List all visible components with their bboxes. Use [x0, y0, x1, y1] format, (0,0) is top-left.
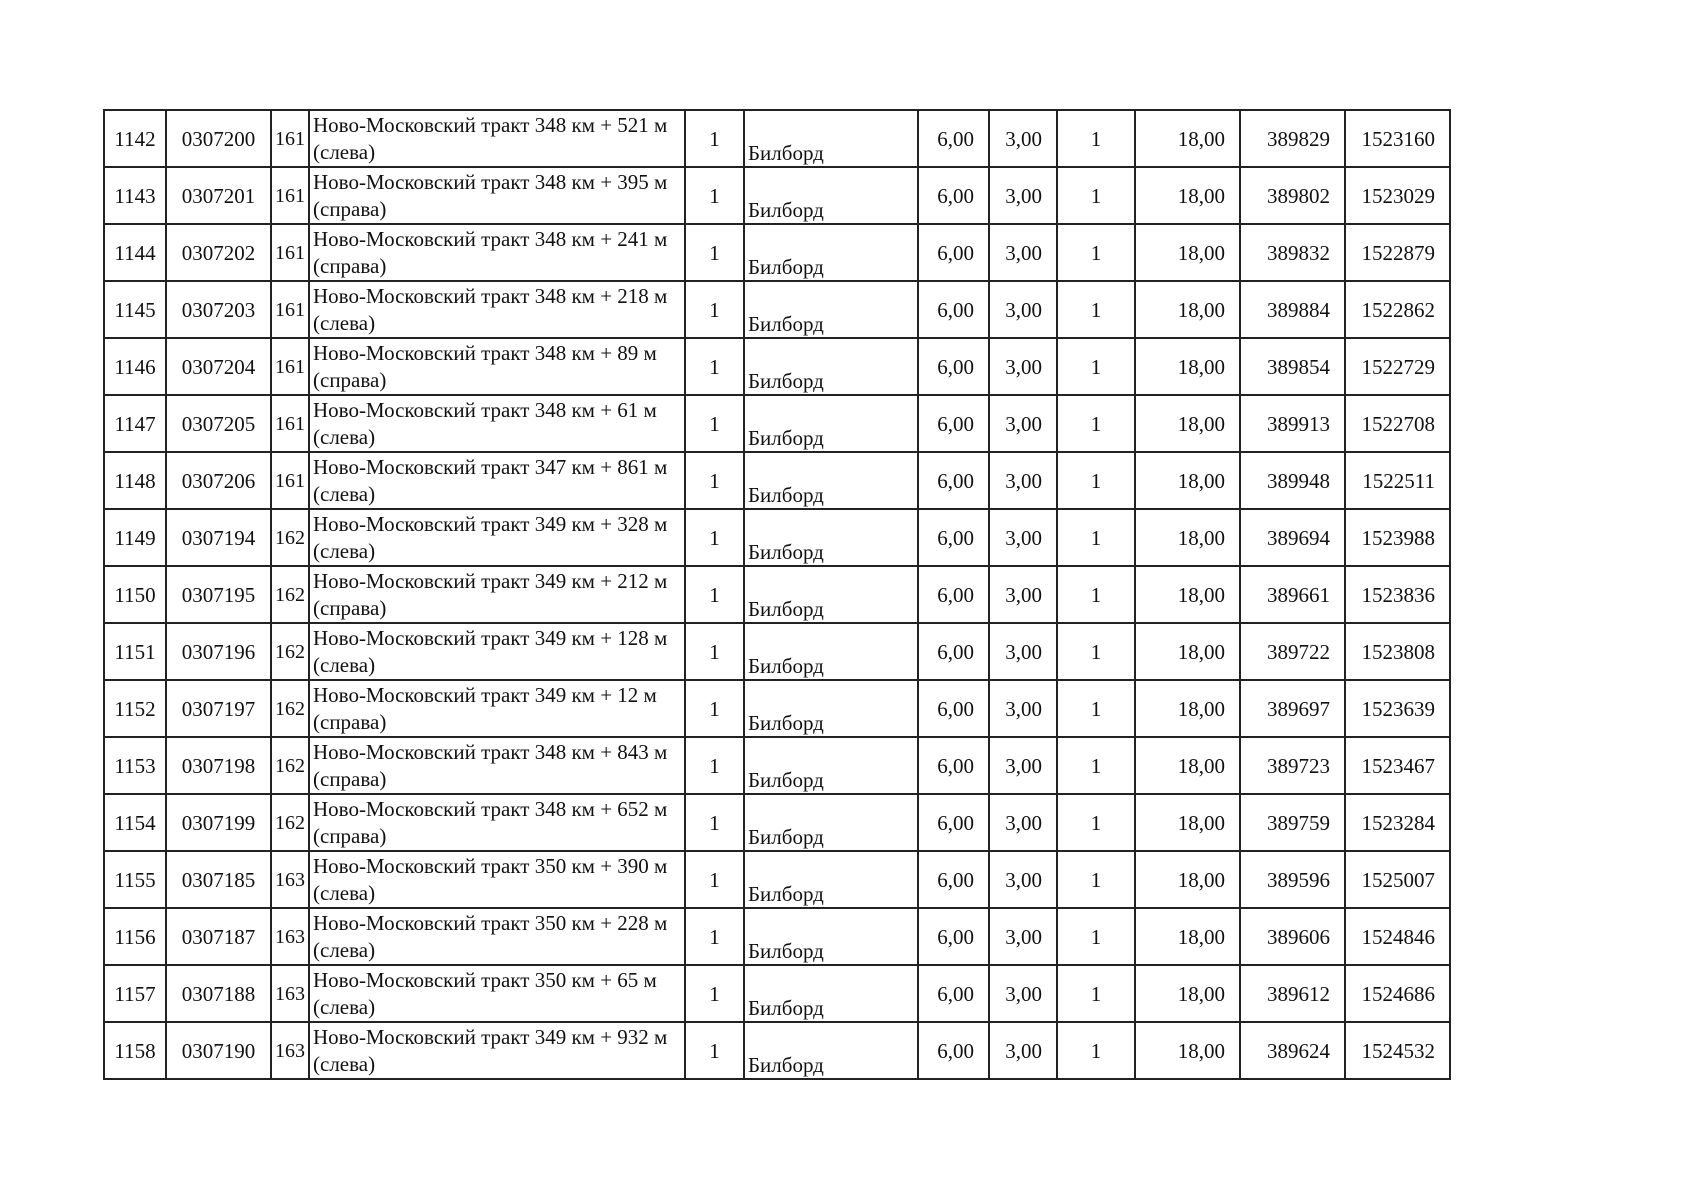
- coord-x-cell: 389802: [1240, 167, 1345, 224]
- code-cell: 0307203: [166, 281, 271, 338]
- sides-cell: 1: [1057, 110, 1135, 167]
- height-cell: 3,00: [989, 566, 1057, 623]
- height-cell: 3,00: [989, 680, 1057, 737]
- row-number-cell: 1145: [104, 281, 166, 338]
- width-cell: 6,00: [918, 110, 989, 167]
- width-cell: 6,00: [918, 794, 989, 851]
- row-number-cell: 1147: [104, 395, 166, 452]
- sides-cell: 1: [1057, 224, 1135, 281]
- type-cell: Билборд: [744, 965, 918, 1022]
- coord-x-cell: 389723: [1240, 737, 1345, 794]
- address-cell: Ново-Московский тракт 348 км + 652 м (справа): [309, 794, 685, 851]
- quantity-cell: 1: [685, 680, 744, 737]
- type-cell: Билборд: [744, 509, 918, 566]
- document-page: [103, 109, 1451, 1080]
- row-number-cell: 1155: [104, 851, 166, 908]
- table-row: [104, 224, 1450, 281]
- section-cell: 162: [271, 680, 309, 737]
- sides-cell: 1: [1057, 395, 1135, 452]
- quantity-cell: 1: [685, 395, 744, 452]
- width-cell: 6,00: [918, 965, 989, 1022]
- area-cell: 18,00: [1135, 395, 1240, 452]
- section-cell: 163: [271, 908, 309, 965]
- section-cell: 162: [271, 509, 309, 566]
- table-row: [104, 851, 1450, 908]
- type-cell: Билборд: [744, 338, 918, 395]
- area-cell: 18,00: [1135, 167, 1240, 224]
- coord-y-cell: 1523160: [1345, 110, 1450, 167]
- row-number-cell: 1144: [104, 224, 166, 281]
- address-cell: Ново-Московский тракт 348 км + 521 м (слева): [309, 110, 685, 167]
- address-cell: Ново-Московский тракт 348 км + 218 м (слева): [309, 281, 685, 338]
- table-row: [104, 1022, 1450, 1079]
- type-cell: Билборд: [744, 623, 918, 680]
- height-cell: 3,00: [989, 1022, 1057, 1079]
- sides-cell: 1: [1057, 452, 1135, 509]
- code-cell: 0307187: [166, 908, 271, 965]
- address-cell: Ново-Московский тракт 349 км + 932 м (слева): [309, 1022, 685, 1079]
- section-cell: 163: [271, 1022, 309, 1079]
- code-cell: 0307196: [166, 623, 271, 680]
- quantity-cell: 1: [685, 851, 744, 908]
- type-cell: Билборд: [744, 566, 918, 623]
- type-cell: Билборд: [744, 110, 918, 167]
- sides-cell: 1: [1057, 623, 1135, 680]
- table-row: [104, 167, 1450, 224]
- coord-x-cell: 389722: [1240, 623, 1345, 680]
- coord-x-cell: 389694: [1240, 509, 1345, 566]
- section-cell: 162: [271, 737, 309, 794]
- coord-y-cell: 1523467: [1345, 737, 1450, 794]
- height-cell: 3,00: [989, 794, 1057, 851]
- area-cell: 18,00: [1135, 794, 1240, 851]
- type-cell: Билборд: [744, 224, 918, 281]
- sides-cell: 1: [1057, 965, 1135, 1022]
- sides-cell: 1: [1057, 680, 1135, 737]
- coord-y-cell: 1522708: [1345, 395, 1450, 452]
- quantity-cell: 1: [685, 110, 744, 167]
- row-number-cell: 1150: [104, 566, 166, 623]
- width-cell: 6,00: [918, 680, 989, 737]
- height-cell: 3,00: [989, 509, 1057, 566]
- width-cell: 6,00: [918, 452, 989, 509]
- sides-cell: 1: [1057, 794, 1135, 851]
- height-cell: 3,00: [989, 908, 1057, 965]
- row-number-cell: 1146: [104, 338, 166, 395]
- address-cell: Ново-Московский тракт 349 км + 328 м (слева): [309, 509, 685, 566]
- sides-cell: 1: [1057, 509, 1135, 566]
- coord-y-cell: 1522879: [1345, 224, 1450, 281]
- code-cell: 0307206: [166, 452, 271, 509]
- width-cell: 6,00: [918, 509, 989, 566]
- type-cell: Билборд: [744, 452, 918, 509]
- coord-y-cell: 1524846: [1345, 908, 1450, 965]
- sides-cell: 1: [1057, 851, 1135, 908]
- section-cell: 161: [271, 338, 309, 395]
- coord-x-cell: 389829: [1240, 110, 1345, 167]
- coord-y-cell: 1524532: [1345, 1022, 1450, 1079]
- type-cell: Билборд: [744, 1022, 918, 1079]
- table-row: [104, 794, 1450, 851]
- height-cell: 3,00: [989, 851, 1057, 908]
- coord-x-cell: 389661: [1240, 566, 1345, 623]
- quantity-cell: 1: [685, 1022, 744, 1079]
- quantity-cell: 1: [685, 224, 744, 281]
- address-cell: Ново-Московский тракт 348 км + 843 м (справа): [309, 737, 685, 794]
- row-number-cell: 1142: [104, 110, 166, 167]
- address-cell: Ново-Московский тракт 350 км + 65 м (слева): [309, 965, 685, 1022]
- coord-x-cell: 389612: [1240, 965, 1345, 1022]
- area-cell: 18,00: [1135, 680, 1240, 737]
- type-cell: Билборд: [744, 281, 918, 338]
- coord-x-cell: 389884: [1240, 281, 1345, 338]
- width-cell: 6,00: [918, 395, 989, 452]
- row-number-cell: 1152: [104, 680, 166, 737]
- width-cell: 6,00: [918, 737, 989, 794]
- table-row: [104, 395, 1450, 452]
- section-cell: 161: [271, 167, 309, 224]
- sides-cell: 1: [1057, 737, 1135, 794]
- height-cell: 3,00: [989, 167, 1057, 224]
- code-cell: 0307199: [166, 794, 271, 851]
- coord-x-cell: 389697: [1240, 680, 1345, 737]
- section-cell: 163: [271, 851, 309, 908]
- table-row: [104, 680, 1450, 737]
- quantity-cell: 1: [685, 908, 744, 965]
- area-cell: 18,00: [1135, 110, 1240, 167]
- row-number-cell: 1149: [104, 509, 166, 566]
- row-number-cell: 1148: [104, 452, 166, 509]
- row-number-cell: 1153: [104, 737, 166, 794]
- height-cell: 3,00: [989, 224, 1057, 281]
- code-cell: 0307198: [166, 737, 271, 794]
- code-cell: 0307200: [166, 110, 271, 167]
- height-cell: 3,00: [989, 452, 1057, 509]
- width-cell: 6,00: [918, 908, 989, 965]
- area-cell: 18,00: [1135, 338, 1240, 395]
- sides-cell: 1: [1057, 167, 1135, 224]
- section-cell: 162: [271, 794, 309, 851]
- coord-y-cell: 1523029: [1345, 167, 1450, 224]
- address-cell: Ново-Московский тракт 348 км + 395 м (справа): [309, 167, 685, 224]
- table-row: [104, 566, 1450, 623]
- code-cell: 0307195: [166, 566, 271, 623]
- code-cell: 0307185: [166, 851, 271, 908]
- height-cell: 3,00: [989, 965, 1057, 1022]
- section-cell: 161: [271, 224, 309, 281]
- address-cell: Ново-Московский тракт 348 км + 61 м (слева): [309, 395, 685, 452]
- section-cell: 161: [271, 110, 309, 167]
- code-cell: 0307204: [166, 338, 271, 395]
- section-cell: 163: [271, 965, 309, 1022]
- area-cell: 18,00: [1135, 452, 1240, 509]
- address-cell: Ново-Московский тракт 349 км + 12 м (справа): [309, 680, 685, 737]
- type-cell: Билборд: [744, 680, 918, 737]
- height-cell: 3,00: [989, 110, 1057, 167]
- row-number-cell: 1156: [104, 908, 166, 965]
- width-cell: 6,00: [918, 623, 989, 680]
- table-row: [104, 110, 1450, 167]
- area-cell: 18,00: [1135, 1022, 1240, 1079]
- width-cell: 6,00: [918, 224, 989, 281]
- table-row: [104, 623, 1450, 680]
- table-row: [104, 452, 1450, 509]
- width-cell: 6,00: [918, 338, 989, 395]
- coord-y-cell: 1522862: [1345, 281, 1450, 338]
- coord-y-cell: 1522511: [1345, 452, 1450, 509]
- table-body: [104, 110, 1450, 1079]
- area-cell: 18,00: [1135, 851, 1240, 908]
- code-cell: 0307197: [166, 680, 271, 737]
- address-cell: Ново-Московский тракт 350 км + 228 м (слева): [309, 908, 685, 965]
- type-cell: Билборд: [744, 737, 918, 794]
- billboard-table: [103, 109, 1451, 1080]
- code-cell: 0307190: [166, 1022, 271, 1079]
- row-number-cell: 1157: [104, 965, 166, 1022]
- area-cell: 18,00: [1135, 566, 1240, 623]
- code-cell: 0307194: [166, 509, 271, 566]
- height-cell: 3,00: [989, 737, 1057, 794]
- code-cell: 0307202: [166, 224, 271, 281]
- coord-y-cell: 1522729: [1345, 338, 1450, 395]
- coord-y-cell: 1523836: [1345, 566, 1450, 623]
- area-cell: 18,00: [1135, 224, 1240, 281]
- quantity-cell: 1: [685, 452, 744, 509]
- coord-x-cell: 389759: [1240, 794, 1345, 851]
- quantity-cell: 1: [685, 965, 744, 1022]
- code-cell: 0307205: [166, 395, 271, 452]
- type-cell: Билборд: [744, 167, 918, 224]
- section-cell: 161: [271, 281, 309, 338]
- quantity-cell: 1: [685, 281, 744, 338]
- height-cell: 3,00: [989, 623, 1057, 680]
- quantity-cell: 1: [685, 338, 744, 395]
- coord-x-cell: 389913: [1240, 395, 1345, 452]
- code-cell: 0307201: [166, 167, 271, 224]
- width-cell: 6,00: [918, 281, 989, 338]
- type-cell: Билборд: [744, 395, 918, 452]
- quantity-cell: 1: [685, 167, 744, 224]
- coord-y-cell: 1523988: [1345, 509, 1450, 566]
- sides-cell: 1: [1057, 1022, 1135, 1079]
- section-cell: 161: [271, 452, 309, 509]
- area-cell: 18,00: [1135, 623, 1240, 680]
- sides-cell: 1: [1057, 338, 1135, 395]
- sides-cell: 1: [1057, 908, 1135, 965]
- type-cell: Билборд: [744, 908, 918, 965]
- area-cell: 18,00: [1135, 908, 1240, 965]
- address-cell: Ново-Московский тракт 349 км + 212 м (справа): [309, 566, 685, 623]
- width-cell: 6,00: [918, 566, 989, 623]
- area-cell: 18,00: [1135, 509, 1240, 566]
- coord-x-cell: 389832: [1240, 224, 1345, 281]
- coord-y-cell: 1523639: [1345, 680, 1450, 737]
- sides-cell: 1: [1057, 566, 1135, 623]
- coord-x-cell: 389596: [1240, 851, 1345, 908]
- row-number-cell: 1143: [104, 167, 166, 224]
- sides-cell: 1: [1057, 281, 1135, 338]
- address-cell: Ново-Московский тракт 349 км + 128 м (слева): [309, 623, 685, 680]
- quantity-cell: 1: [685, 509, 744, 566]
- row-number-cell: 1151: [104, 623, 166, 680]
- width-cell: 6,00: [918, 851, 989, 908]
- quantity-cell: 1: [685, 566, 744, 623]
- coord-y-cell: 1524686: [1345, 965, 1450, 1022]
- type-cell: Билборд: [744, 851, 918, 908]
- table-row: [104, 509, 1450, 566]
- height-cell: 3,00: [989, 338, 1057, 395]
- row-number-cell: 1154: [104, 794, 166, 851]
- type-cell: Билборд: [744, 794, 918, 851]
- table-row: [104, 965, 1450, 1022]
- address-cell: Ново-Московский тракт 350 км + 390 м (слева): [309, 851, 685, 908]
- address-cell: Ново-Московский тракт 348 км + 241 м (справа): [309, 224, 685, 281]
- area-cell: 18,00: [1135, 965, 1240, 1022]
- coord-x-cell: 389606: [1240, 908, 1345, 965]
- width-cell: 6,00: [918, 167, 989, 224]
- table-row: [104, 281, 1450, 338]
- area-cell: 18,00: [1135, 737, 1240, 794]
- height-cell: 3,00: [989, 395, 1057, 452]
- coord-y-cell: 1523808: [1345, 623, 1450, 680]
- height-cell: 3,00: [989, 281, 1057, 338]
- coord-x-cell: 389624: [1240, 1022, 1345, 1079]
- coord-y-cell: 1525007: [1345, 851, 1450, 908]
- address-cell: Ново-Московский тракт 348 км + 89 м (справа): [309, 338, 685, 395]
- coord-x-cell: 389854: [1240, 338, 1345, 395]
- address-cell: Ново-Московский тракт 347 км + 861 м (слева): [309, 452, 685, 509]
- table-row: [104, 908, 1450, 965]
- code-cell: 0307188: [166, 965, 271, 1022]
- area-cell: 18,00: [1135, 281, 1240, 338]
- section-cell: 162: [271, 623, 309, 680]
- quantity-cell: 1: [685, 623, 744, 680]
- row-number-cell: 1158: [104, 1022, 166, 1079]
- width-cell: 6,00: [918, 1022, 989, 1079]
- quantity-cell: 1: [685, 794, 744, 851]
- quantity-cell: 1: [685, 737, 744, 794]
- table-row: [104, 737, 1450, 794]
- coord-x-cell: 389948: [1240, 452, 1345, 509]
- table-row: [104, 338, 1450, 395]
- section-cell: 161: [271, 395, 309, 452]
- section-cell: 162: [271, 566, 309, 623]
- coord-y-cell: 1523284: [1345, 794, 1450, 851]
